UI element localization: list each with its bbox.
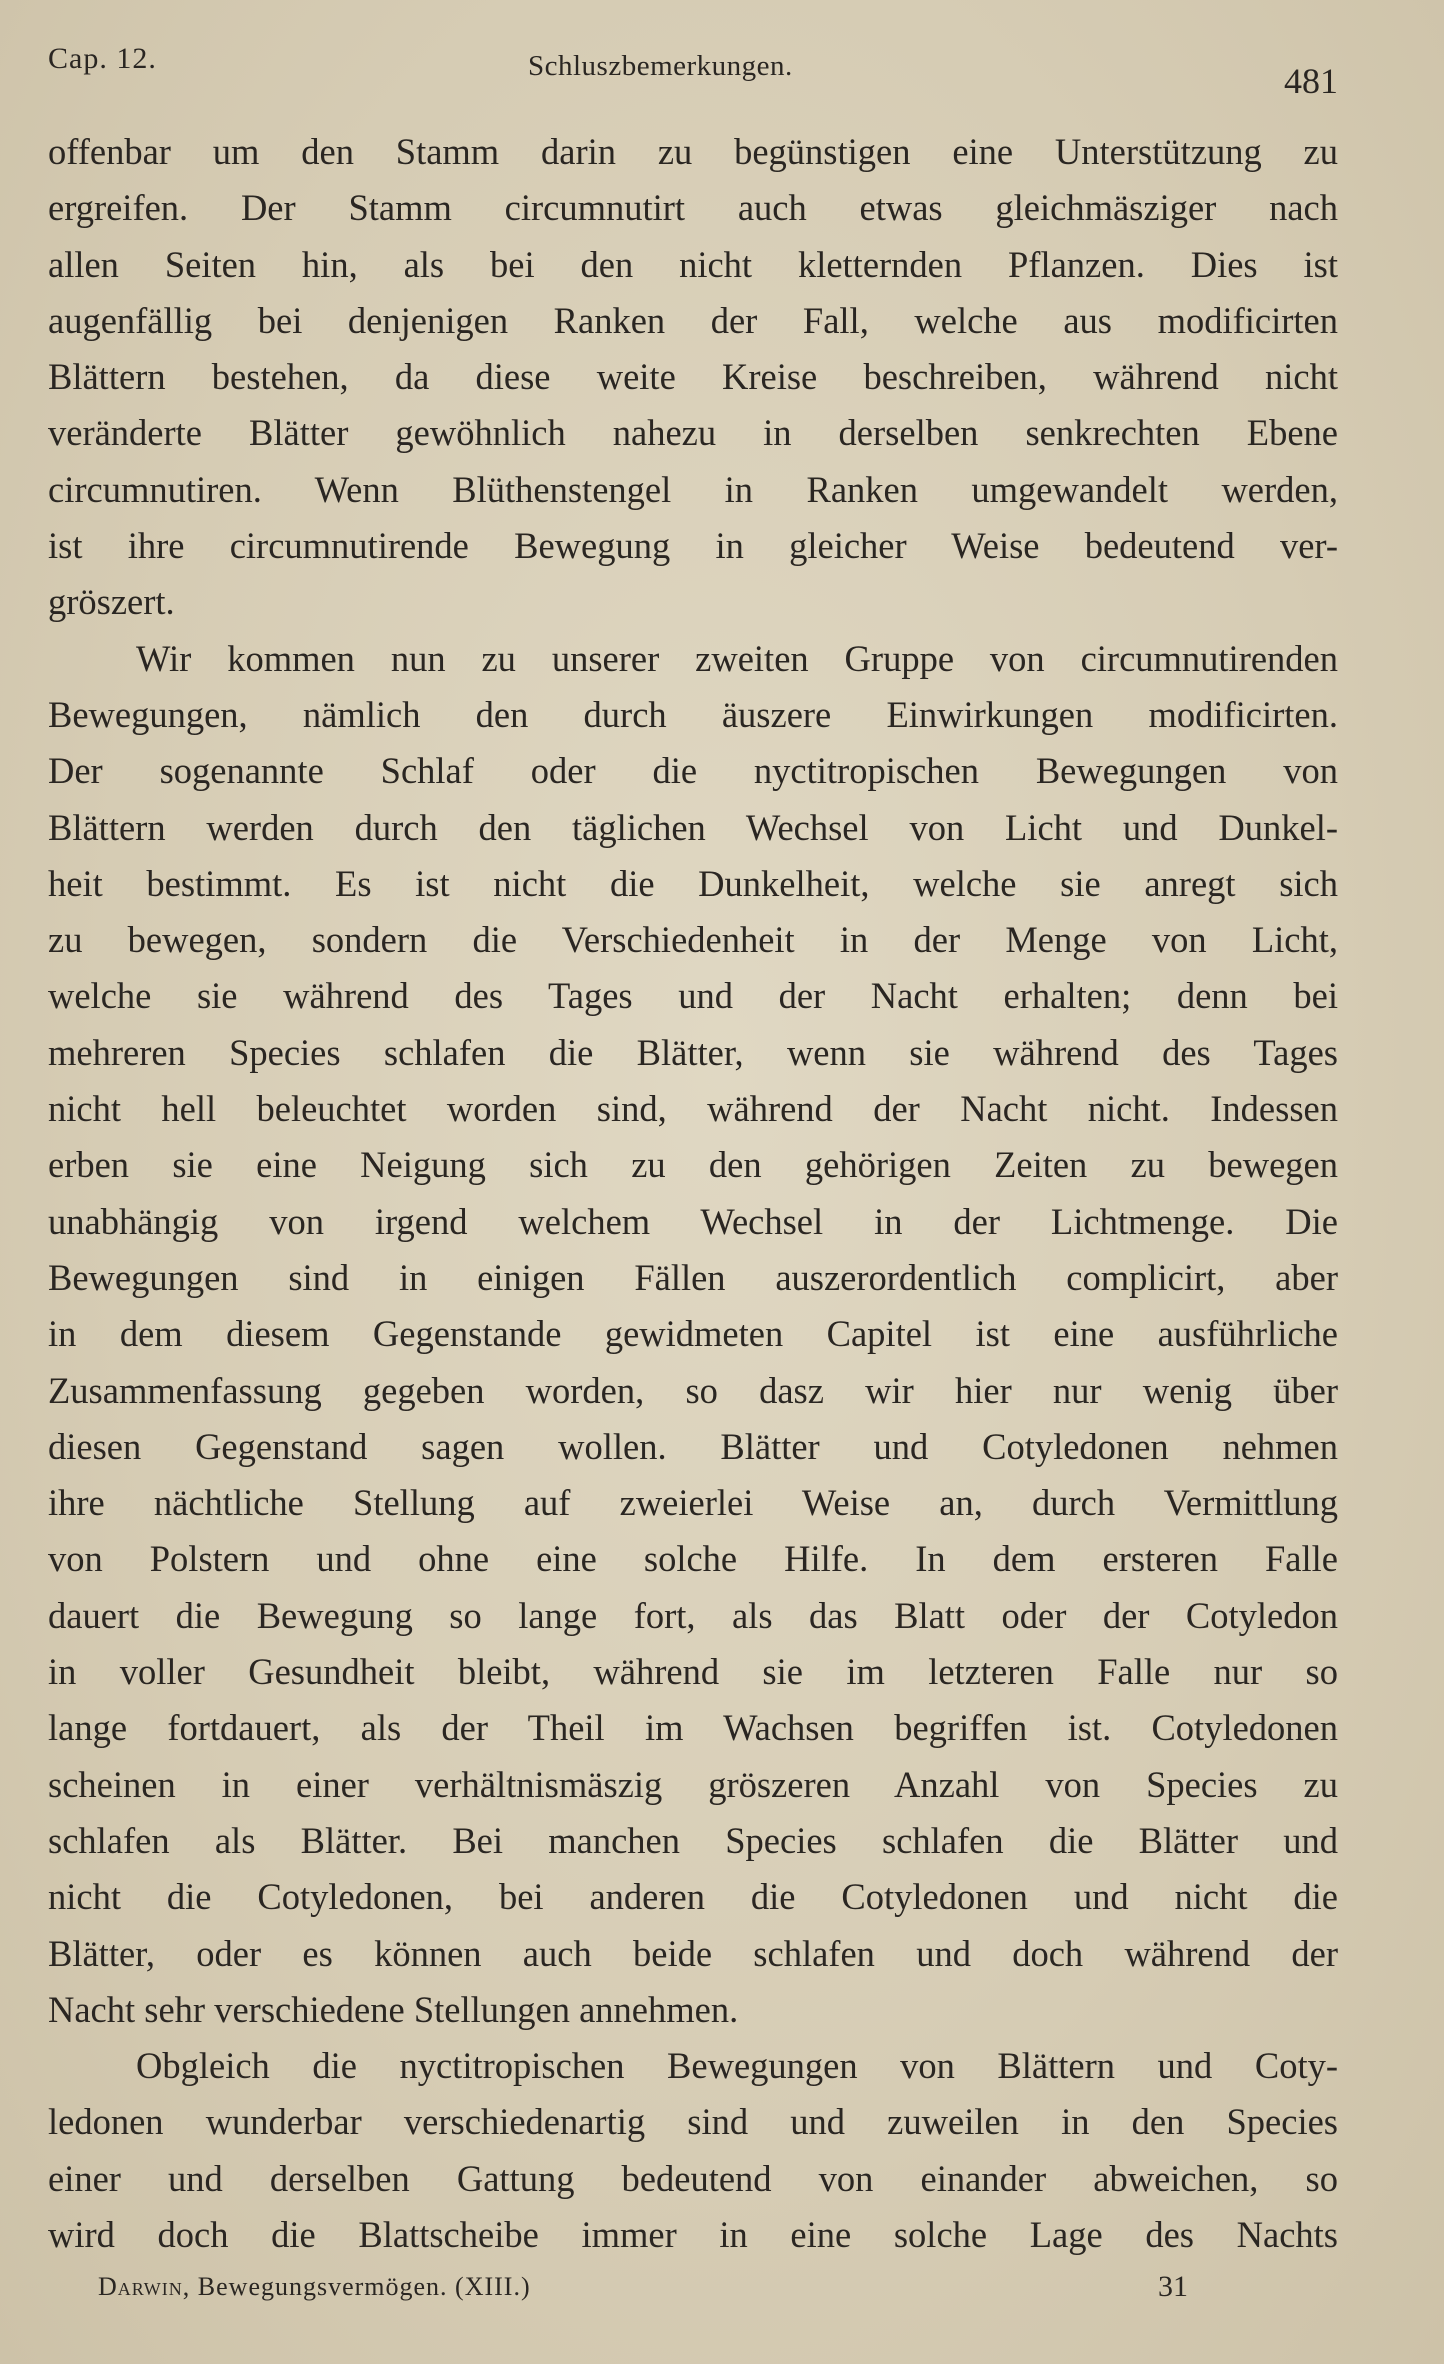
text-line: schlafen als Blätter. Bei manchen Species schlafen die Blätter und xyxy=(48,1819,1338,1861)
footer-signature xyxy=(98,2272,531,2302)
text-line: welche sie während des Tages und der Nacht erhalten; denn bei xyxy=(48,975,1338,1017)
text-line: Bewegungen, nämlich den durch äuszere Einwirkungen modificirten. xyxy=(48,693,1338,735)
text-line: nicht hell beleuchtet worden sind, während der Nacht nicht. Indessen xyxy=(48,1088,1338,1130)
text-line: Der sogenannte Schlaf oder die nyctitropischen Bewegungen von xyxy=(48,750,1338,792)
chapter-label: Cap. 12. xyxy=(48,42,157,75)
text-line: diesen Gegenstand sagen wollen. Blätter und Cotyledonen nehmen xyxy=(48,1425,1338,1467)
text-line: ist ihre circumnutirende Bewegung in gleicher Weise bedeutend ver- xyxy=(48,525,1338,567)
paragraph xyxy=(48,124,1338,631)
text-line: scheinen in einer verhältnismäszig gröszeren Anzahl von Species zu xyxy=(48,1763,1338,1805)
text-line: offenbar um den Stamm darin zu begünstigen eine Unterstützung zu xyxy=(48,131,1338,172)
footer-author: Darwin xyxy=(98,2272,183,2301)
text-line: ledonen wunderbar verschiedenartig sind und zuweilen in den Species xyxy=(48,2101,1338,2143)
sheet-number: 31 xyxy=(1158,2270,1188,2303)
text-line: erben sie eine Neigung sich zu den gehörigen Zeiten zu bewegen xyxy=(48,1144,1338,1186)
text-line: ergreifen. Der Stamm circumnutirt auch etwas gleichmäsziger nach xyxy=(48,187,1338,229)
text-line: Blättern bestehen, da diese weite Kreise beschreiben, während nicht xyxy=(48,356,1338,398)
text-line: heit bestimmt. Es ist nicht die Dunkelheit, welche sie anregt sich xyxy=(48,862,1338,904)
running-head xyxy=(48,42,1338,102)
text-line: einer und derselben Gattung bedeutend von einander abweichen, so xyxy=(48,2157,1338,2199)
text-line: unabhängig von irgend welchem Wechsel in der Lichtmenge. Die xyxy=(48,1200,1338,1242)
text-line: nicht die Cotyledonen, bei anderen die Cotyledonen und nicht die xyxy=(48,1876,1338,1918)
text-line: augenfällig bei denjenigen Ranken der Fall, welche aus modificirten xyxy=(48,299,1338,341)
text-line: veränderte Blätter gewöhnlich nahezu in derselben senkrechten Ebene xyxy=(48,412,1338,454)
text-line: in voller Gesundheit bleibt, während sie im letzteren Falle nur so xyxy=(48,1651,1338,1693)
text-line: lange fortdauert, als der Theil im Wachsen begriffen ist. Cotyledonen xyxy=(48,1707,1338,1749)
text-line: Bewegungen sind in einigen Fällen auszerordentlich complicirt, aber xyxy=(48,1256,1338,1298)
text-line: Blätter, oder es können auch beide schlafen und doch während der xyxy=(48,1932,1338,1974)
body-text xyxy=(48,124,1338,2263)
footer-work: , Bewegungsvermögen. (XIII.) xyxy=(182,2272,531,2301)
running-title: Schluszbemerkungen. xyxy=(528,50,793,82)
text-line: Wir kommen nun zu unserer zweiten Gruppe von circumnutirenden xyxy=(136,637,1338,679)
text-line: allen Seiten hin, als bei den nicht kletternden Pflanzen. Dies ist xyxy=(48,243,1338,285)
text-line: circumnutiren. Wenn Blüthenstengel in Ranken umgewandelt werden, xyxy=(48,468,1338,510)
page-number: 481 xyxy=(1284,61,1338,101)
text-line: gröszert. xyxy=(48,581,175,623)
text-line: Nacht sehr verschiedene Stellungen annehmen. xyxy=(48,1988,739,2030)
page-footer xyxy=(98,2272,1188,2312)
text-line: mehreren Species schlafen die Blätter, wenn sie während des Tages xyxy=(48,1031,1338,1073)
paragraph xyxy=(48,631,1338,2038)
text-line: von Polstern und ohne eine solche Hilfe. In dem ersteren Falle xyxy=(48,1538,1338,1580)
text-line: Zusammenfassung gegeben worden, so dasz wir hier nur wenig über xyxy=(48,1369,1338,1411)
text-line: dauert die Bewegung so lange fort, als das Blatt oder der Cotyledon xyxy=(48,1594,1338,1636)
text-line: in dem diesem Gegenstande gewidmeten Capitel ist eine ausführliche xyxy=(48,1313,1338,1355)
paragraph xyxy=(48,2038,1338,2263)
text-line: ihre nächtliche Stellung auf zweierlei Weise an, durch Vermittlung xyxy=(48,1482,1338,1524)
text-line: Obgleich die nyctitropischen Bewegungen von Blättern und Coty- xyxy=(136,2045,1338,2087)
book-page xyxy=(48,36,1338,2336)
text-line: Blättern werden durch den täglichen Wechsel von Licht und Dunkel- xyxy=(48,806,1338,848)
text-line: wird doch die Blattscheibe immer in eine solche Lage des Nachts xyxy=(48,2213,1338,2255)
text-line: zu bewegen, sondern die Verschiedenheit in der Menge von Licht, xyxy=(48,919,1338,961)
